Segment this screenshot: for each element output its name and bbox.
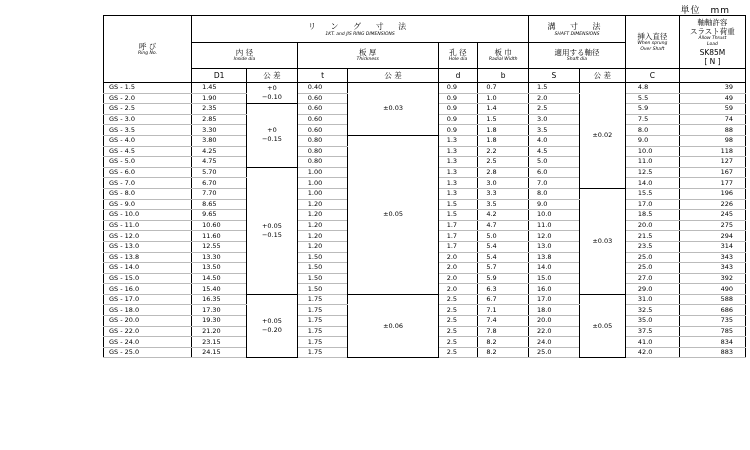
shaft-dia-cell: 2.5 bbox=[529, 104, 580, 115]
shaft-dia-cell: 13.8 bbox=[529, 252, 580, 263]
inside-dia-cell: 2.35 bbox=[192, 104, 247, 115]
header-groove-dimensions: 溝 寸 法 SHAFT DIMENSIONS bbox=[529, 16, 626, 43]
insert-dia-cell: 42.0 bbox=[625, 347, 679, 358]
thickness-cell: 1.75 bbox=[297, 347, 348, 358]
insert-dia-cell: 21.5 bbox=[625, 231, 679, 242]
hole-dia-cell: 1.7 bbox=[438, 241, 478, 252]
shaft-dia-cell: 10.0 bbox=[529, 210, 580, 221]
thrust-load-cell: 59 bbox=[679, 104, 745, 115]
thrust-load-cell: 883 bbox=[679, 347, 745, 358]
ring-no-cell: GS - 24.0 bbox=[104, 337, 192, 348]
thrust-load-cell: 127 bbox=[679, 157, 745, 168]
shaft-dia-cell: 5.0 bbox=[529, 157, 580, 168]
radial-width-cell: 3.3 bbox=[478, 188, 529, 199]
radial-width-cell: 1.5 bbox=[478, 114, 529, 125]
ring-no-cell: GS - 12.0 bbox=[104, 231, 192, 242]
thrust-load-cell: 314 bbox=[679, 241, 745, 252]
shaft-dia-cell: 22.0 bbox=[529, 326, 580, 337]
thrust-load-cell: 167 bbox=[679, 167, 745, 178]
hole-dia-cell: 1.3 bbox=[438, 135, 478, 146]
radial-width-cell: 5.4 bbox=[478, 241, 529, 252]
thickness-cell: 0.80 bbox=[297, 135, 348, 146]
radial-width-cell: 5.0 bbox=[478, 231, 529, 242]
shaft-dia-cell: 11.0 bbox=[529, 220, 580, 231]
ring-no-cell: GS - 1.5 bbox=[104, 83, 192, 94]
insert-dia-cell: 5.5 bbox=[625, 93, 679, 104]
thickness-cell: 0.40 bbox=[297, 83, 348, 94]
hole-dia-cell: 1.3 bbox=[438, 188, 478, 199]
radial-width-cell: 5.9 bbox=[478, 273, 529, 284]
insert-dia-cell: 17.0 bbox=[625, 199, 679, 210]
thrust-load-cell: 275 bbox=[679, 220, 745, 231]
thrust-load-cell: 88 bbox=[679, 125, 745, 136]
radial-width-cell: 3.0 bbox=[478, 178, 529, 189]
unit-label: 単位 mm bbox=[680, 6, 730, 16]
hole-dia-cell: 2.0 bbox=[438, 263, 478, 274]
radial-width-cell: 5.7 bbox=[478, 263, 529, 274]
hole-dia-cell: 0.9 bbox=[438, 114, 478, 125]
radial-width-cell: 6.7 bbox=[478, 294, 529, 305]
insert-dia-cell: 15.5 bbox=[625, 188, 679, 199]
radial-width-cell: 7.4 bbox=[478, 316, 529, 327]
radial-width-cell: 3.5 bbox=[478, 199, 529, 210]
radial-width-cell: 8.2 bbox=[478, 347, 529, 358]
inside-dia-cell: 8.65 bbox=[192, 199, 247, 210]
shaft-dia-cell: 2.0 bbox=[529, 93, 580, 104]
thickness-tolerance: ±0.03 bbox=[348, 83, 438, 136]
shaft-dia-cell: 3.0 bbox=[529, 114, 580, 125]
radial-width-cell: 7.8 bbox=[478, 326, 529, 337]
thrust-load-cell: 49 bbox=[679, 93, 745, 104]
shaft-dia-tolerance: ±0.02 bbox=[579, 83, 625, 189]
inside-dia-tolerance-plus: +0.05 bbox=[261, 221, 282, 230]
inside-dia-cell: 3.80 bbox=[192, 135, 247, 146]
inside-dia-cell: 23.15 bbox=[192, 337, 247, 348]
thickness-cell: 1.50 bbox=[297, 284, 348, 295]
insert-dia-cell: 37.5 bbox=[625, 326, 679, 337]
inside-dia-tolerance-plus: +0 bbox=[267, 126, 277, 135]
ring-no-cell: GS - 25.0 bbox=[104, 347, 192, 358]
radial-width-cell: 1.8 bbox=[478, 125, 529, 136]
header-insert-diameter: 挿入直径 When sprung Over Shaft bbox=[625, 16, 679, 69]
insert-dia-cell: 9.0 bbox=[625, 135, 679, 146]
hole-dia-cell: 2.5 bbox=[438, 347, 478, 358]
ring-no-cell: GS - 3.0 bbox=[104, 114, 192, 125]
hole-dia-cell: 1.7 bbox=[438, 220, 478, 231]
hole-dia-cell: 2.0 bbox=[438, 284, 478, 295]
thickness-cell: 1.75 bbox=[297, 294, 348, 305]
thickness-cell: 1.00 bbox=[297, 188, 348, 199]
shaft-dia-cell: 14.0 bbox=[529, 263, 580, 274]
ring-no-cell: GS - 6.0 bbox=[104, 167, 192, 178]
header-symbol-s: S bbox=[529, 69, 580, 83]
hole-dia-cell: 1.3 bbox=[438, 146, 478, 157]
thickness-cell: 1.20 bbox=[297, 241, 348, 252]
header-thrust-load: 軸軸許容 スラスト荷重 Allow Thrust Load SK85M [ N ] bbox=[679, 16, 745, 69]
thrust-load-cell: 118 bbox=[679, 146, 745, 157]
insert-dia-cell: 7.5 bbox=[625, 114, 679, 125]
shaft-dia-cell: 20.0 bbox=[529, 316, 580, 327]
inside-dia-cell: 14.50 bbox=[192, 273, 247, 284]
shaft-dia-cell: 6.0 bbox=[529, 167, 580, 178]
hole-dia-cell: 2.5 bbox=[438, 305, 478, 316]
radial-width-cell: 1.0 bbox=[478, 93, 529, 104]
header-symbol-tol-t: 公 差 bbox=[348, 69, 438, 83]
inside-dia-cell: 4.25 bbox=[192, 146, 247, 157]
hole-dia-cell: 0.9 bbox=[438, 83, 478, 94]
inside-dia-cell: 7.70 bbox=[192, 188, 247, 199]
ring-no-cell: GS - 3.5 bbox=[104, 125, 192, 136]
hole-dia-cell: 1.3 bbox=[438, 157, 478, 168]
inside-dia-tolerance-plus: +0 bbox=[267, 84, 277, 93]
inside-dia-cell: 24.15 bbox=[192, 347, 247, 358]
hole-dia-cell: 0.9 bbox=[438, 104, 478, 115]
hole-dia-cell: 1.5 bbox=[438, 199, 478, 210]
inside-dia-cell: 15.40 bbox=[192, 284, 247, 295]
insert-dia-cell: 41.0 bbox=[625, 337, 679, 348]
thrust-load-cell: 490 bbox=[679, 284, 745, 295]
inside-dia-cell: 17.30 bbox=[192, 305, 247, 316]
ring-no-cell: GS - 17.0 bbox=[104, 294, 192, 305]
hole-dia-cell: 2.5 bbox=[438, 326, 478, 337]
hole-dia-cell: 2.0 bbox=[438, 273, 478, 284]
header-ring-no: 呼 び Ring No. bbox=[104, 16, 192, 83]
header-symbol-t: t bbox=[297, 69, 348, 83]
thrust-load-cell: 294 bbox=[679, 231, 745, 242]
inside-dia-cell: 1.45 bbox=[192, 83, 247, 94]
header-shaft-dia: 適用する軸径 Shaft dia bbox=[529, 43, 626, 69]
inside-dia-cell: 21.20 bbox=[192, 326, 247, 337]
insert-dia-cell: 35.0 bbox=[625, 316, 679, 327]
hole-dia-cell: 0.9 bbox=[438, 125, 478, 136]
thickness-cell: 0.80 bbox=[297, 146, 348, 157]
shaft-dia-tolerance: ±0.03 bbox=[579, 188, 625, 294]
shaft-dia-cell: 25.0 bbox=[529, 347, 580, 358]
header-radial-width: 板 巾 Radial Width bbox=[478, 43, 529, 69]
shaft-dia-cell: 4.0 bbox=[529, 135, 580, 146]
thickness-cell: 0.60 bbox=[297, 114, 348, 125]
thickness-cell: 0.60 bbox=[297, 93, 348, 104]
ring-no-cell: GS - 22.0 bbox=[104, 326, 192, 337]
inside-dia-tolerance-plus: +0.05 bbox=[261, 317, 282, 326]
thrust-load-cell: 686 bbox=[679, 305, 745, 316]
thrust-load-cell: 39 bbox=[679, 83, 745, 94]
radial-width-cell: 6.3 bbox=[478, 284, 529, 295]
shaft-dia-cell: 15.0 bbox=[529, 273, 580, 284]
inside-dia-cell: 10.60 bbox=[192, 220, 247, 231]
shaft-dia-cell: 1.5 bbox=[529, 83, 580, 94]
inside-dia-cell: 12.55 bbox=[192, 241, 247, 252]
hole-dia-cell: 2.5 bbox=[438, 337, 478, 348]
radial-width-cell: 4.7 bbox=[478, 220, 529, 231]
thickness-cell: 1.00 bbox=[297, 178, 348, 189]
thrust-load-cell: 343 bbox=[679, 263, 745, 274]
ring-spec-table bbox=[103, 15, 746, 358]
shaft-dia-cell: 18.0 bbox=[529, 305, 580, 316]
thrust-load-cell: 735 bbox=[679, 316, 745, 327]
ring-no-cell: GS - 11.0 bbox=[104, 220, 192, 231]
ring-no-cell: GS - 18.0 bbox=[104, 305, 192, 316]
radial-width-cell: 1.4 bbox=[478, 104, 529, 115]
insert-dia-cell: 31.0 bbox=[625, 294, 679, 305]
inside-dia-cell: 13.30 bbox=[192, 252, 247, 263]
radial-width-cell: 2.8 bbox=[478, 167, 529, 178]
insert-dia-cell: 20.0 bbox=[625, 220, 679, 231]
thrust-load-cell: 74 bbox=[679, 114, 745, 125]
ring-no-cell: GS - 9.0 bbox=[104, 199, 192, 210]
thickness-tolerance: ±0.05 bbox=[348, 135, 438, 294]
thrust-load-cell: 588 bbox=[679, 294, 745, 305]
thickness-cell: 0.60 bbox=[297, 104, 348, 115]
thickness-cell: 1.50 bbox=[297, 263, 348, 274]
thrust-load-cell: 392 bbox=[679, 273, 745, 284]
header-symbol-tol-d1: 公 差 bbox=[247, 69, 298, 83]
shaft-dia-cell: 9.0 bbox=[529, 199, 580, 210]
radial-width-cell: 1.8 bbox=[478, 135, 529, 146]
thrust-load-cell: 196 bbox=[679, 188, 745, 199]
ring-no-cell: GS - 14.0 bbox=[104, 263, 192, 274]
ring-no-cell: GS - 4.5 bbox=[104, 146, 192, 157]
thickness-cell: 1.20 bbox=[297, 199, 348, 210]
insert-dia-cell: 8.0 bbox=[625, 125, 679, 136]
thickness-cell: 1.20 bbox=[297, 220, 348, 231]
shaft-dia-cell: 8.0 bbox=[529, 188, 580, 199]
insert-dia-cell: 18.5 bbox=[625, 210, 679, 221]
shaft-dia-cell: 12.0 bbox=[529, 231, 580, 242]
insert-dia-cell: 25.0 bbox=[625, 263, 679, 274]
inside-dia-tolerance-minus: −0.15 bbox=[261, 230, 282, 239]
ring-no-cell: GS - 13.8 bbox=[104, 252, 192, 263]
hole-dia-cell: 1.7 bbox=[438, 231, 478, 242]
ring-no-cell: GS - 2.5 bbox=[104, 104, 192, 115]
hole-dia-cell: 1.5 bbox=[438, 210, 478, 221]
hole-dia-cell: 1.3 bbox=[438, 178, 478, 189]
inside-dia-tolerance-minus: −0.15 bbox=[261, 135, 282, 144]
shaft-dia-cell: 7.0 bbox=[529, 178, 580, 189]
inside-dia-cell: 4.75 bbox=[192, 157, 247, 168]
radial-width-cell: 8.2 bbox=[478, 337, 529, 348]
inside-dia-cell: 1.90 bbox=[192, 93, 247, 104]
shaft-dia-tolerance: ±0.05 bbox=[579, 294, 625, 358]
hole-dia-cell: 2.0 bbox=[438, 252, 478, 263]
hole-dia-cell: 2.5 bbox=[438, 316, 478, 327]
insert-dia-cell: 27.0 bbox=[625, 273, 679, 284]
thickness-cell: 1.75 bbox=[297, 305, 348, 316]
inside-dia-tolerance-minus: −0.20 bbox=[261, 326, 282, 335]
header-symbol-b: b bbox=[478, 69, 529, 83]
inside-dia-tolerance-minus: −0.10 bbox=[261, 93, 282, 102]
header-symbol-load-blank bbox=[679, 69, 745, 83]
radial-width-cell: 2.5 bbox=[478, 157, 529, 168]
shaft-dia-cell: 4.5 bbox=[529, 146, 580, 157]
inside-dia-tolerance bbox=[247, 294, 298, 358]
header-ring-dimensions: リ ン グ 寸 法 1KT. and JIS RING DIMENSIONS bbox=[192, 16, 529, 43]
insert-dia-cell: 11.0 bbox=[625, 157, 679, 168]
insert-dia-cell: 12.5 bbox=[625, 167, 679, 178]
hole-dia-cell: 0.9 bbox=[438, 93, 478, 104]
inside-dia-tolerance bbox=[247, 83, 298, 104]
thickness-cell: 1.75 bbox=[297, 316, 348, 327]
shaft-dia-cell: 13.0 bbox=[529, 241, 580, 252]
inside-dia-cell: 2.85 bbox=[192, 114, 247, 125]
header-symbol-d: d bbox=[438, 69, 478, 83]
header-thickness: 板 厚 Thickness bbox=[297, 43, 438, 69]
radial-width-cell: 5.4 bbox=[478, 252, 529, 263]
ring-no-cell: GS - 15.0 bbox=[104, 273, 192, 284]
hole-dia-cell: 1.3 bbox=[438, 167, 478, 178]
inside-dia-cell: 11.60 bbox=[192, 231, 247, 242]
header-symbol-d1: D1 bbox=[192, 69, 247, 83]
thickness-cell: 1.75 bbox=[297, 337, 348, 348]
table-row bbox=[104, 83, 746, 94]
inside-dia-cell: 9.65 bbox=[192, 210, 247, 221]
table-body bbox=[104, 83, 746, 358]
thrust-load-cell: 226 bbox=[679, 199, 745, 210]
thrust-load-cell: 98 bbox=[679, 135, 745, 146]
thickness-cell: 1.50 bbox=[297, 252, 348, 263]
hole-dia-cell: 2.5 bbox=[438, 294, 478, 305]
thrust-load-cell: 785 bbox=[679, 326, 745, 337]
header-inside-dia: 内 径 Inside dia bbox=[192, 43, 298, 69]
insert-dia-cell: 32.5 bbox=[625, 305, 679, 316]
insert-dia-cell: 14.0 bbox=[625, 178, 679, 189]
table-row bbox=[104, 294, 746, 305]
thickness-cell: 0.60 bbox=[297, 125, 348, 136]
thickness-cell: 1.75 bbox=[297, 326, 348, 337]
radial-width-cell: 2.2 bbox=[478, 146, 529, 157]
ring-no-cell: GS - 2.0 bbox=[104, 93, 192, 104]
shaft-dia-cell: 3.5 bbox=[529, 125, 580, 136]
ring-no-cell: GS - 13.0 bbox=[104, 241, 192, 252]
insert-dia-cell: 25.0 bbox=[625, 252, 679, 263]
inside-dia-cell: 13.50 bbox=[192, 263, 247, 274]
ring-no-cell: GS - 4.0 bbox=[104, 135, 192, 146]
header-symbol-c: C bbox=[625, 69, 679, 83]
ring-no-cell: GS - 8.0 bbox=[104, 188, 192, 199]
inside-dia-tolerance bbox=[247, 104, 298, 168]
thrust-load-cell: 343 bbox=[679, 252, 745, 263]
radial-width-cell: 0.7 bbox=[478, 83, 529, 94]
ring-no-cell: GS - 16.0 bbox=[104, 284, 192, 295]
inside-dia-cell: 3.30 bbox=[192, 125, 247, 136]
thrust-load-cell: 245 bbox=[679, 210, 745, 221]
inside-dia-cell: 5.70 bbox=[192, 167, 247, 178]
inside-dia-cell: 6.70 bbox=[192, 178, 247, 189]
insert-dia-cell: 29.0 bbox=[625, 284, 679, 295]
thickness-cell: 0.80 bbox=[297, 157, 348, 168]
thickness-tolerance: ±0.06 bbox=[348, 294, 438, 358]
header-symbol-tol-s: 公 差 bbox=[579, 69, 625, 83]
ring-no-cell: GS - 20.0 bbox=[104, 316, 192, 327]
insert-dia-cell: 4.8 bbox=[625, 83, 679, 94]
table-row bbox=[104, 135, 746, 146]
insert-dia-cell: 10.0 bbox=[625, 146, 679, 157]
radial-width-cell: 4.2 bbox=[478, 210, 529, 221]
header-hole-dia: 孔 径 Hole dia bbox=[438, 43, 478, 69]
radial-width-cell: 7.1 bbox=[478, 305, 529, 316]
inside-dia-tolerance bbox=[247, 167, 298, 294]
thrust-load-cell: 834 bbox=[679, 337, 745, 348]
thickness-cell: 1.50 bbox=[297, 273, 348, 284]
insert-dia-cell: 23.5 bbox=[625, 241, 679, 252]
thickness-cell: 1.00 bbox=[297, 167, 348, 178]
thrust-load-cell: 177 bbox=[679, 178, 745, 189]
thickness-cell: 1.20 bbox=[297, 210, 348, 221]
shaft-dia-cell: 17.0 bbox=[529, 294, 580, 305]
ring-no-cell: GS - 5.0 bbox=[104, 157, 192, 168]
ring-no-cell: GS - 10.0 bbox=[104, 210, 192, 221]
shaft-dia-cell: 16.0 bbox=[529, 284, 580, 295]
inside-dia-cell: 16.35 bbox=[192, 294, 247, 305]
shaft-dia-cell: 24.0 bbox=[529, 337, 580, 348]
ring-no-cell: GS - 7.0 bbox=[104, 178, 192, 189]
thickness-cell: 1.20 bbox=[297, 231, 348, 242]
insert-dia-cell: 5.9 bbox=[625, 104, 679, 115]
inside-dia-cell: 19.30 bbox=[192, 316, 247, 327]
